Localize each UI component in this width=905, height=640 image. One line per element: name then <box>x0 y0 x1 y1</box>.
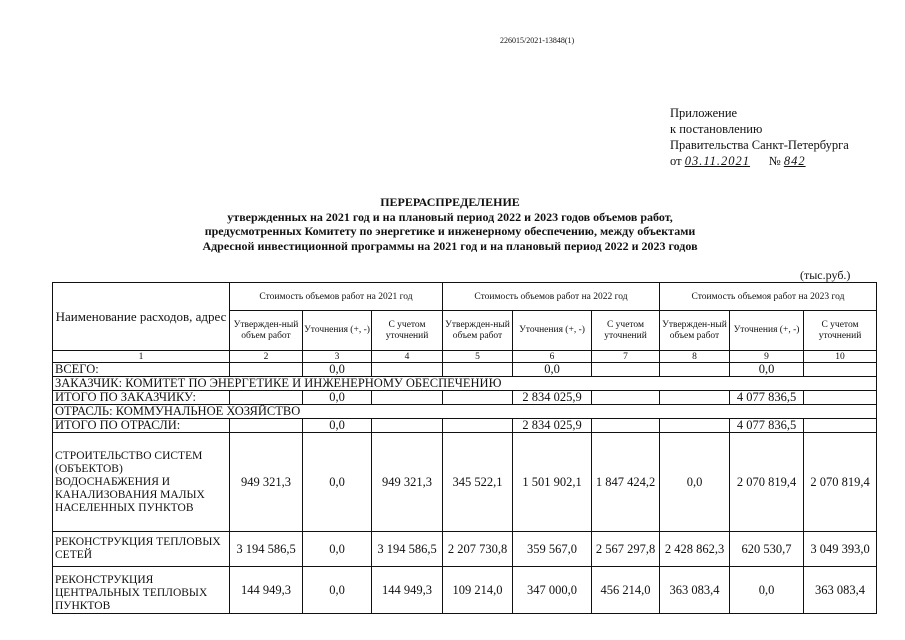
appendix-line-2: к постановлению <box>670 122 763 136</box>
table-row-customer <box>53 377 877 391</box>
cell-value <box>230 363 303 377</box>
cell-value: 0,0 <box>730 567 804 614</box>
cell-value <box>804 419 877 433</box>
cell-value <box>660 363 730 377</box>
decree-date: 03.11.2021 <box>684 154 751 168</box>
appendix-block <box>670 105 849 169</box>
cell-value <box>592 363 660 377</box>
table-row-branch-total <box>53 419 877 433</box>
cell-value: 3 194 586,5 <box>372 532 443 567</box>
cell-value <box>660 391 730 405</box>
cell-value: 4 077 836,5 <box>730 391 804 405</box>
column-number: 5 <box>443 351 513 363</box>
appendix-line-3: Правительства Санкт-Петербурга <box>670 138 849 152</box>
cell-value: 0,0 <box>730 363 804 377</box>
row-name: РЕКОНСТРУКЦИЯ ТЕПЛОВЫХ СЕТЕЙ <box>53 532 230 567</box>
cell-value: 2 834 025,9 <box>513 419 592 433</box>
cell-value: 1 847 424,2 <box>592 433 660 532</box>
title-line-1: ПЕРЕРАСПРЕДЕЛЕНИЕ <box>380 195 520 209</box>
table-row <box>53 532 877 567</box>
cell-value <box>804 363 877 377</box>
row-name: СТРОИТЕЛЬСТВО СИСТЕМ (ОБЪЕКТОВ) ВОДОСНАБЖЕНИЯ И КАНАЛИЗОВАНИЯ МАЛЫХ НАСЕЛЕННЫХ ПУНКТОВ <box>53 433 230 532</box>
cell-value: 949 321,3 <box>230 433 303 532</box>
column-number: 8 <box>660 351 730 363</box>
cell-value <box>230 419 303 433</box>
header-approved-2021: Утвержден-ный объем работ <box>230 311 303 351</box>
cell-value: 3 194 586,5 <box>230 532 303 567</box>
cell-value: 363 083,4 <box>660 567 730 614</box>
header-adjust-2023: Уточнения (+, -) <box>730 311 804 351</box>
cell-value <box>372 391 443 405</box>
document-title <box>140 195 760 253</box>
column-numbers-row <box>53 351 877 363</box>
cell-value: 2 834 025,9 <box>513 391 592 405</box>
date-prefix: от <box>670 154 682 168</box>
row-label: ИТОГО ПО ОТРАСЛИ: <box>53 419 230 433</box>
title-line-2: утвержденных на 2021 год и на плановый период 2022 и 2023 годов объемов работ, <box>227 209 673 224</box>
table-row-total <box>53 363 877 377</box>
units-label: (тыс.руб.) <box>800 268 851 282</box>
column-number: 7 <box>592 351 660 363</box>
header-with-2021: С учетом уточнений <box>372 311 443 351</box>
cell-value <box>372 363 443 377</box>
cell-value: 456 214,0 <box>592 567 660 614</box>
header-approved-2023: Утвержден-ный объем работ <box>660 311 730 351</box>
cell-value: 620 530,7 <box>730 532 804 567</box>
cell-value: 0,0 <box>303 391 372 405</box>
cell-value: 0,0 <box>303 532 372 567</box>
redistribution-table <box>52 282 877 614</box>
appendix-date-line <box>670 153 849 169</box>
column-number: 6 <box>513 351 592 363</box>
table-row <box>53 433 877 532</box>
cell-value: 2 567 297,8 <box>592 532 660 567</box>
column-number: 2 <box>230 351 303 363</box>
cell-value: 109 214,0 <box>443 567 513 614</box>
cell-value <box>443 419 513 433</box>
cell-value: 0,0 <box>303 419 372 433</box>
cell-value: 347 000,0 <box>513 567 592 614</box>
table-row <box>53 567 877 614</box>
cell-value <box>230 391 303 405</box>
cell-value: 1 501 902,1 <box>513 433 592 532</box>
header-name: Наименование расходов, адрес <box>53 283 230 351</box>
header-adjust-2022: Уточнения (+, -) <box>513 311 592 351</box>
header-group-2021: Стоимость объемов работ на 2021 год <box>230 283 443 311</box>
column-number: 10 <box>804 351 877 363</box>
cell-value <box>443 363 513 377</box>
header-group-2023: Стоимость объемоя работ на 2023 год <box>660 283 877 311</box>
cell-value: 2 070 819,4 <box>804 433 877 532</box>
cell-value: 144 949,3 <box>230 567 303 614</box>
header-with-2022: С учетом уточнений <box>592 311 660 351</box>
customer-label: ЗАКАЗЧИК: КОМИТЕТ ПО ЭНЕРГЕТИКЕ И ИНЖЕНЕРНОМУ ОБЕСПЕЧЕНИЮ <box>53 377 877 391</box>
column-number: 4 <box>372 351 443 363</box>
header-with-2023: С учетом уточнений <box>804 311 877 351</box>
cell-value <box>372 419 443 433</box>
row-label: ИТОГО ПО ЗАКАЗЧИКУ: <box>53 391 230 405</box>
cell-value: 2 207 730,8 <box>443 532 513 567</box>
column-number: 1 <box>53 351 230 363</box>
cell-value: 3 049 393,0 <box>804 532 877 567</box>
appendix-line-1: Приложение <box>670 106 738 120</box>
row-label: ВСЕГО: <box>53 363 230 377</box>
document-number: 226015/2021-13848(1) <box>500 36 575 45</box>
header-approved-2022: Утвержден-ный объем работ <box>443 311 513 351</box>
title-line-3: предусмотренных Комитету по энергетике и инженерному обеспечению, между объектами <box>204 224 696 238</box>
table-row-branch <box>53 405 877 419</box>
header-adjust-2021: Уточнения (+, -) <box>303 311 372 351</box>
cell-value: 2 428 862,3 <box>660 532 730 567</box>
cell-value: 144 949,3 <box>372 567 443 614</box>
cell-value: 0,0 <box>303 363 372 377</box>
cell-value <box>592 391 660 405</box>
column-number: 9 <box>730 351 804 363</box>
number-prefix: № <box>768 154 781 168</box>
cell-value: 363 083,4 <box>804 567 877 614</box>
header-group-2022: Стоимость объемов работ на 2022 год <box>443 283 660 311</box>
title-line-4: Адресной инвестиционной программы на 2021 год и на плановый период 2022 и 2023 годов <box>202 238 698 253</box>
cell-value <box>592 419 660 433</box>
cell-value: 0,0 <box>303 433 372 532</box>
cell-value: 4 077 836,5 <box>730 419 804 433</box>
cell-value: 359 567,0 <box>513 532 592 567</box>
cell-value: 0,0 <box>513 363 592 377</box>
branch-label: ОТРАСЛЬ: КОММУНАЛЬНОЕ ХОЗЯЙСТВО <box>53 405 877 419</box>
decree-number: 842 <box>783 154 806 168</box>
cell-value <box>804 391 877 405</box>
cell-value: 2 070 819,4 <box>730 433 804 532</box>
cell-value <box>443 391 513 405</box>
table-row-customer-total <box>53 391 877 405</box>
column-number: 3 <box>303 351 372 363</box>
cell-value: 949 321,3 <box>372 433 443 532</box>
cell-value: 0,0 <box>303 567 372 614</box>
cell-value: 345 522,1 <box>443 433 513 532</box>
row-name: РЕКОНСТРУКЦИЯ ЦЕНТРАЛЬНЫХ ТЕПЛОВЫХ ПУНКТОВ <box>53 567 230 614</box>
cell-value <box>660 419 730 433</box>
cell-value: 0,0 <box>660 433 730 532</box>
